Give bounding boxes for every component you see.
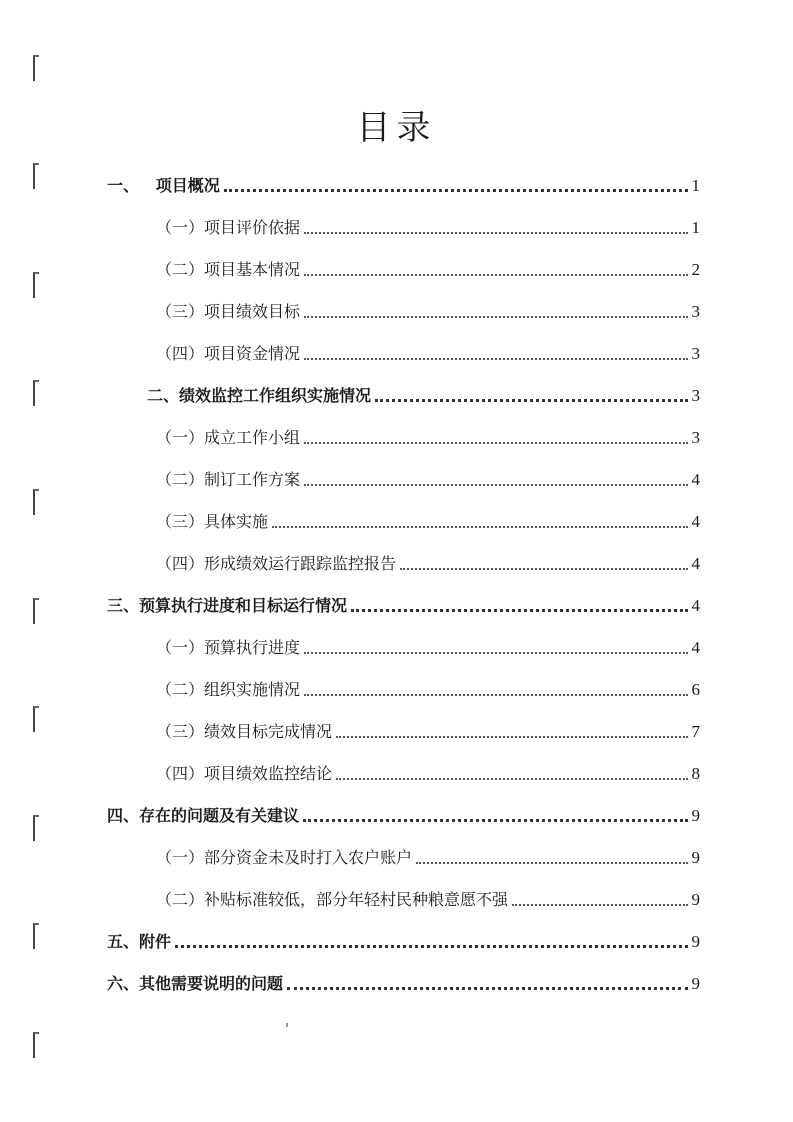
toc-entry[interactable] — [107, 174, 700, 198]
binder-mark — [33, 815, 39, 841]
toc-label: （一）项目评价依据 — [156, 218, 301, 237]
toc-label: （四）形成绩效运行跟踪监控报告 — [156, 554, 397, 573]
toc-label: 四、存在的问题及有关建议 — [107, 806, 300, 825]
toc-leader — [175, 945, 687, 948]
page-title: 目录 — [356, 108, 437, 148]
binder-mark — [33, 55, 39, 81]
binder-mark — [33, 706, 39, 732]
toc-entry[interactable] — [156, 888, 700, 912]
toc-leader — [304, 484, 687, 486]
toc-label: （四）项目资金情况 — [156, 344, 301, 363]
toc-entry[interactable] — [156, 846, 700, 870]
toc-page-number: 9 — [691, 974, 700, 993]
toc-leader — [224, 189, 688, 192]
toc-entry[interactable] — [156, 468, 700, 492]
toc-leader — [287, 987, 687, 990]
toc-leader — [304, 694, 687, 696]
toc-label: （三）具体实施 — [156, 512, 269, 531]
toc-label: （一）预算执行进度 — [156, 638, 301, 657]
toc-leader — [400, 568, 687, 570]
toc-page-number: 8 — [691, 764, 700, 783]
toc-page-number: 3 — [691, 386, 700, 405]
binder-mark — [33, 380, 39, 406]
binder-mark — [33, 272, 39, 298]
toc-label: （二）补贴标准较低，部分年轻村民种粮意愿不强 — [156, 890, 509, 909]
toc-page-number: 4 — [691, 554, 700, 573]
toc-entry[interactable] — [107, 972, 700, 996]
toc-entry[interactable] — [107, 930, 700, 954]
toc-leader — [304, 316, 687, 318]
toc-leader — [336, 778, 687, 780]
toc-entry[interactable] — [156, 762, 700, 786]
toc-label: 五、附件 — [107, 932, 172, 951]
toc-label: 三、预算执行进度和目标运行情况 — [107, 596, 348, 615]
binder-mark — [33, 489, 39, 515]
toc-leader — [336, 736, 687, 738]
toc-entry[interactable] — [147, 384, 700, 408]
toc-leader — [375, 399, 687, 402]
toc-page-number: 4 — [691, 470, 700, 489]
toc-leader — [304, 358, 687, 360]
toc-label: （一）部分资金未及时打入农户账户 — [156, 848, 413, 867]
toc-label: 六、其他需要说明的问题 — [107, 974, 284, 993]
toc-label: （三）绩效目标完成情况 — [156, 722, 333, 741]
toc-entry[interactable] — [156, 552, 700, 576]
toc-page-number: 3 — [691, 428, 700, 447]
toc-page-number: 7 — [691, 722, 700, 741]
binder-mark — [33, 598, 39, 624]
toc-leader — [512, 904, 687, 906]
toc-leader — [304, 274, 687, 276]
toc-page-number: 9 — [691, 806, 700, 825]
toc-entry[interactable] — [156, 678, 700, 702]
toc-page-number: 4 — [691, 512, 700, 531]
toc-label: （二）项目基本情况 — [156, 260, 301, 279]
toc-label: （三）项目绩效目标 — [156, 302, 301, 321]
toc-leader — [304, 442, 687, 444]
toc-entry[interactable] — [107, 804, 700, 828]
toc-leader — [304, 652, 687, 654]
toc-entry[interactable] — [156, 300, 700, 324]
toc-entry[interactable] — [156, 510, 700, 534]
toc-page-number: 6 — [691, 680, 700, 699]
toc-page-number: 4 — [691, 638, 700, 657]
toc-page-number: 9 — [691, 932, 700, 951]
toc-page-number: 1 — [691, 218, 700, 237]
toc-label: 一、 项目概况 — [107, 176, 220, 195]
toc-entry[interactable] — [156, 636, 700, 660]
toc-label: 二、绩效监控工作组织实施情况 — [147, 386, 372, 405]
toc-leader — [272, 526, 687, 528]
toc-leader — [416, 862, 687, 864]
toc-page-number: 3 — [691, 302, 700, 321]
toc-entry[interactable] — [156, 342, 700, 366]
toc-page-number: 1 — [691, 176, 700, 195]
scan-speck — [286, 1023, 288, 1027]
toc-entry[interactable] — [156, 720, 700, 744]
toc-entry[interactable] — [156, 216, 700, 240]
toc-label: （二）组织实施情况 — [156, 680, 301, 699]
binder-mark — [33, 163, 39, 189]
toc-page-number: 4 — [691, 596, 700, 615]
toc-page-number: 2 — [691, 260, 700, 279]
toc-entry[interactable] — [107, 594, 700, 618]
toc-leader — [304, 232, 687, 234]
toc-entry[interactable] — [156, 426, 700, 450]
toc-label: （一）成立工作小组 — [156, 428, 301, 447]
binder-mark — [33, 1032, 39, 1058]
toc-page-number: 9 — [691, 848, 700, 867]
binder-mark — [33, 923, 39, 949]
toc-label: （二）制订工作方案 — [156, 470, 301, 489]
toc-page-number: 9 — [691, 890, 700, 909]
toc-leader — [303, 819, 687, 822]
toc-entry[interactable] — [156, 258, 700, 282]
toc-leader — [351, 609, 687, 612]
toc-page-number: 3 — [691, 344, 700, 363]
toc-label: （四）项目绩效监控结论 — [156, 764, 333, 783]
